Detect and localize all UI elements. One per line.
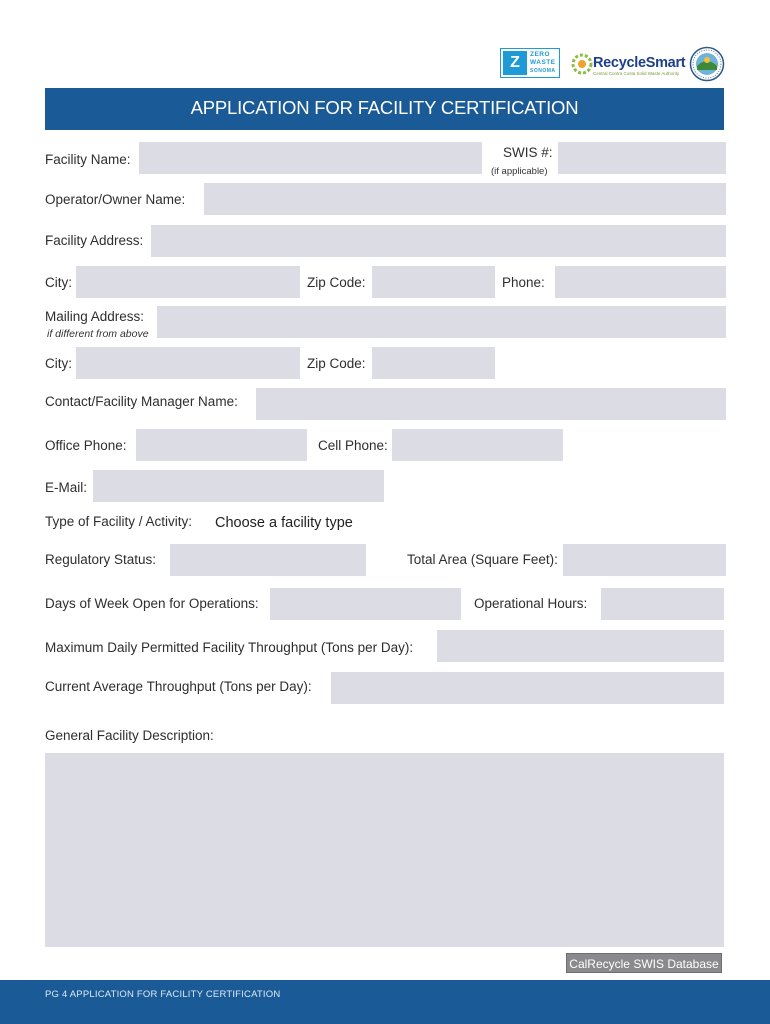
zero-waste-line-3: SONOMA xyxy=(530,68,556,74)
facility-address-label: Facility Address: xyxy=(45,233,144,248)
swis-note: (if applicable) xyxy=(491,166,548,177)
phone-label: Phone: xyxy=(502,275,545,290)
description-label: General Facility Description: xyxy=(45,728,214,743)
swis-label: SWIS #: xyxy=(503,145,553,160)
mailing-address-note: if different from above xyxy=(47,328,149,340)
facility-type-label: Type of Facility / Activity: xyxy=(45,514,193,529)
mailing-zip-code-label: Zip Code: xyxy=(307,356,366,371)
days-open-field[interactable] xyxy=(270,588,461,620)
phone-field[interactable] xyxy=(555,266,726,298)
county-seal-icon xyxy=(689,46,725,82)
cell-phone-label: Cell Phone: xyxy=(318,438,388,453)
current-throughput-field[interactable] xyxy=(331,672,724,704)
calrecycle-swis-database-button[interactable]: CalRecycle SWIS Database xyxy=(566,953,722,973)
mailing-zip-code-field[interactable] xyxy=(372,347,495,379)
form-title: APPLICATION FOR FACILITY CERTIFICATION xyxy=(190,97,579,118)
recycle-smart-tagline: Central Contra Costa Solid Waste Authority xyxy=(593,71,680,76)
mailing-address-label: Mailing Address: xyxy=(45,309,145,324)
page-footer xyxy=(0,980,770,1024)
zero-waste-logo xyxy=(500,48,560,78)
office-phone-label: Office Phone: xyxy=(45,438,127,453)
operator-owner-field[interactable] xyxy=(204,183,726,215)
contact-manager-field[interactable] xyxy=(256,388,726,420)
description-textarea[interactable] xyxy=(45,753,724,947)
max-throughput-label: Maximum Daily Permitted Facility Throughput (Tons per Day): xyxy=(45,640,414,655)
operational-hours-label: Operational Hours: xyxy=(474,596,588,611)
email-label: E-Mail: xyxy=(45,480,88,495)
zero-waste-line-2: WASTE xyxy=(530,59,556,66)
regulatory-status-label: Regulatory Status: xyxy=(45,552,157,567)
regulatory-status-field[interactable] xyxy=(170,544,366,576)
swis-field[interactable] xyxy=(558,142,726,174)
total-area-label: Total Area (Square Feet): xyxy=(407,552,558,567)
facility-name-field[interactable] xyxy=(139,142,482,174)
current-throughput-label: Current Average Throughput (Tons per Day): xyxy=(45,679,312,694)
operational-hours-field[interactable] xyxy=(601,588,724,620)
form-title-bar xyxy=(45,88,724,130)
recycle-smart-name: RecycleSmart xyxy=(593,55,686,71)
footer-text: PG 4 APPLICATION FOR FACILITY CERTIFICATION xyxy=(45,989,281,1000)
facility-type-select[interactable]: Choose a facility type xyxy=(215,515,353,531)
recycle-smart-logo xyxy=(571,48,686,80)
mailing-city-field[interactable] xyxy=(76,347,300,379)
facility-address-field[interactable] xyxy=(151,225,726,257)
days-open-label: Days of Week Open for Operations: xyxy=(45,596,259,611)
zip-code-label: Zip Code: xyxy=(307,275,366,290)
facility-name-label: Facility Name: xyxy=(45,152,131,167)
zip-code-field[interactable] xyxy=(372,266,495,298)
mailing-address-field[interactable] xyxy=(157,306,726,338)
zero-waste-logo-mark: Z xyxy=(503,51,527,75)
max-throughput-field[interactable] xyxy=(437,630,724,662)
mailing-city-label: City: xyxy=(45,356,72,371)
cell-phone-field[interactable] xyxy=(392,429,563,461)
city-label: City: xyxy=(45,275,72,290)
recycle-gear-icon xyxy=(571,53,593,75)
zero-waste-line-1: ZERO xyxy=(530,51,551,58)
operator-owner-label: Operator/Owner Name: xyxy=(45,192,186,207)
contact-manager-label: Contact/Facility Manager Name: xyxy=(45,394,238,409)
total-area-field[interactable] xyxy=(563,544,726,576)
city-field[interactable] xyxy=(76,266,300,298)
email-field[interactable] xyxy=(93,470,384,502)
office-phone-field[interactable] xyxy=(136,429,307,461)
